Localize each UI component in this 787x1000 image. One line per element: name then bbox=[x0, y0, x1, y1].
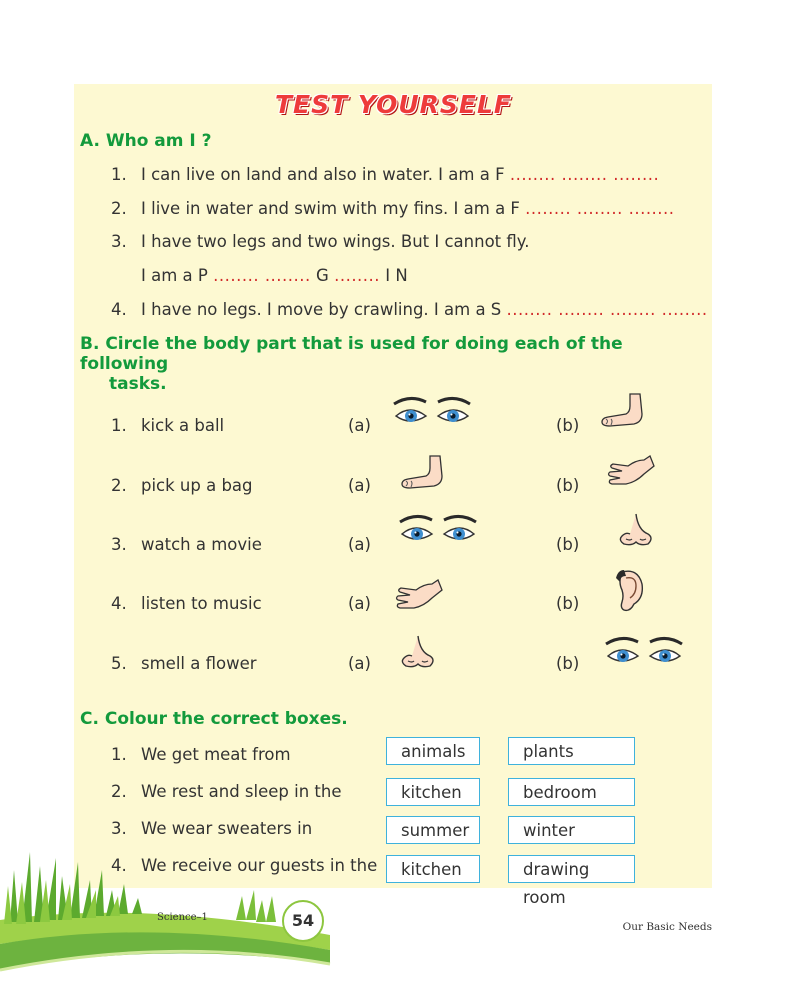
question-a1 bbox=[111, 165, 659, 184]
task-number: 5. bbox=[111, 654, 127, 673]
answer-blank[interactable]: ........ ........ bbox=[213, 266, 311, 285]
task-text: kick a ball bbox=[141, 416, 225, 435]
question-text: We wear sweaters in bbox=[141, 819, 313, 838]
task-text: watch a movie bbox=[141, 535, 262, 554]
task-number: 3. bbox=[111, 535, 127, 554]
hand-icon[interactable] bbox=[606, 454, 658, 490]
answer-box[interactable]: kitchen bbox=[386, 855, 480, 883]
option-a-label: (a) bbox=[348, 594, 371, 613]
task-b5 bbox=[111, 654, 257, 673]
section-b-heading-line2: tasks. bbox=[109, 374, 167, 394]
question-a3 bbox=[111, 232, 529, 251]
nose-icon[interactable] bbox=[400, 634, 438, 670]
page-number: 54 bbox=[282, 900, 324, 942]
task-b2 bbox=[111, 476, 253, 495]
question-text: We receive our guests in the bbox=[141, 856, 378, 875]
foot-icon[interactable] bbox=[600, 392, 648, 430]
option-a-label: (a) bbox=[348, 535, 371, 554]
question-a3-answer-line bbox=[141, 266, 408, 285]
option-b-label: (b) bbox=[556, 654, 580, 673]
answer-box[interactable]: winter bbox=[508, 816, 635, 844]
task-number: 2. bbox=[111, 476, 127, 495]
ear-icon[interactable] bbox=[612, 568, 648, 614]
footer-subject: Science–1 bbox=[157, 912, 208, 923]
option-a-label: (a) bbox=[348, 416, 371, 435]
foot-icon[interactable] bbox=[400, 454, 448, 492]
answer-blank[interactable]: ........ ........ ........ bbox=[509, 165, 660, 184]
eyes-icon[interactable] bbox=[392, 396, 472, 430]
question-c1 bbox=[111, 745, 291, 764]
question-text: We get meat from bbox=[141, 745, 291, 764]
answer-letter-g: G bbox=[316, 266, 329, 285]
hand-icon[interactable] bbox=[394, 578, 446, 614]
task-b3 bbox=[111, 535, 262, 554]
task-number: 4. bbox=[111, 594, 127, 613]
option-b-label: (b) bbox=[556, 476, 580, 495]
question-number: 4. bbox=[111, 300, 127, 319]
answer-box[interactable]: plants bbox=[508, 737, 635, 765]
question-text: I live in water and swim with my fins. I am a F bbox=[141, 199, 520, 218]
answer-box[interactable]: bedroom bbox=[508, 778, 635, 806]
question-text: We rest and sleep in the bbox=[141, 782, 342, 801]
section-b-heading-line1: B. Circle the body part that is used for doing each of the following bbox=[80, 334, 623, 374]
task-b1 bbox=[111, 416, 224, 435]
task-b4 bbox=[111, 594, 262, 613]
answer-box[interactable]: kitchen bbox=[386, 778, 480, 806]
question-number: 3. bbox=[111, 232, 127, 251]
question-c3 bbox=[111, 819, 312, 838]
option-a-label: (a) bbox=[348, 476, 371, 495]
question-c2 bbox=[111, 782, 341, 801]
answer-box[interactable]: animals bbox=[386, 737, 480, 765]
page-title: TEST YOURSELF bbox=[275, 90, 512, 119]
section-c-heading: C. Colour the correct boxes. bbox=[80, 709, 348, 729]
task-text: listen to music bbox=[141, 594, 262, 613]
answer-box[interactable]: summer bbox=[386, 816, 480, 844]
question-text: I have no legs. I move by crawling. I am a S bbox=[141, 300, 502, 319]
question-number: 2. bbox=[111, 199, 127, 218]
question-a4 bbox=[111, 300, 708, 319]
section-a-heading: A. Who am I ? bbox=[80, 131, 212, 151]
question-number: 2. bbox=[111, 782, 127, 801]
eyes-icon[interactable] bbox=[604, 636, 684, 670]
answer-box[interactable]: drawing room bbox=[508, 855, 635, 883]
answer-blank[interactable]: ........ ........ ........ ........ bbox=[506, 300, 708, 319]
nose-icon[interactable] bbox=[618, 512, 656, 548]
task-text: smell a flower bbox=[141, 654, 257, 673]
question-a2 bbox=[111, 199, 675, 218]
footer-chapter: Our Basic Needs bbox=[622, 921, 712, 933]
eyes-icon[interactable] bbox=[398, 514, 478, 548]
answer-blank[interactable]: ........ bbox=[334, 266, 381, 285]
task-number: 1. bbox=[111, 416, 127, 435]
question-number: 1. bbox=[111, 165, 127, 184]
question-number: 4. bbox=[111, 856, 127, 875]
answer-blank[interactable]: ........ ........ ........ bbox=[525, 199, 675, 218]
question-number: 1. bbox=[111, 745, 127, 764]
answer-prefix: I am a P bbox=[141, 266, 208, 285]
question-text: I have two legs and two wings. But I cannot fly. bbox=[141, 232, 530, 251]
section-b-heading bbox=[80, 334, 710, 394]
question-number: 3. bbox=[111, 819, 127, 838]
task-text: pick up a bag bbox=[141, 476, 253, 495]
option-b-label: (b) bbox=[556, 535, 580, 554]
option-b-label: (b) bbox=[556, 594, 580, 613]
option-a-label: (a) bbox=[348, 654, 371, 673]
option-b-label: (b) bbox=[556, 416, 580, 435]
question-text: I can live on land and also in water. I am a F bbox=[141, 165, 505, 184]
answer-letters-in: I N bbox=[385, 266, 408, 285]
